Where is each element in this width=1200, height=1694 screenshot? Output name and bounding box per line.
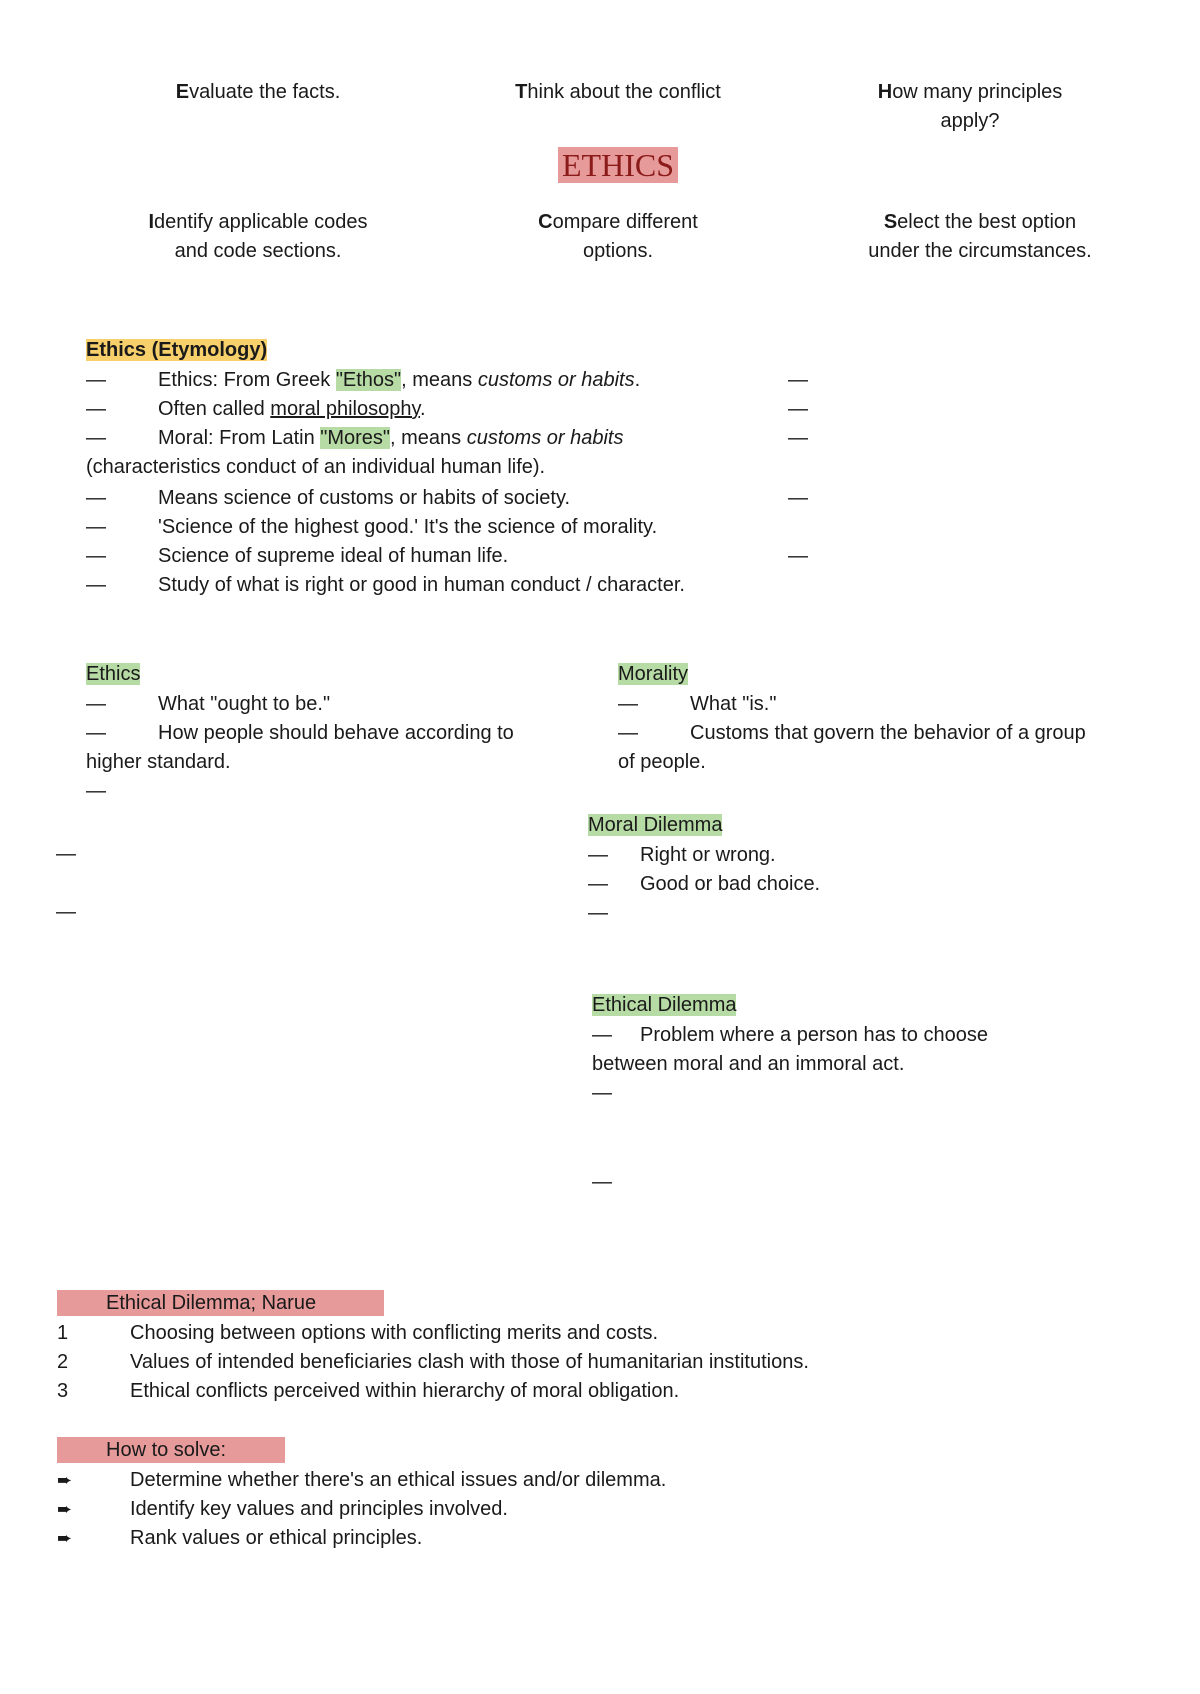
dash: — <box>86 574 106 596</box>
morality-heading: Morality <box>618 663 689 685</box>
morality-line-1: What "is." <box>690 693 777 715</box>
dash: — <box>788 427 808 449</box>
dash: — <box>86 722 106 744</box>
ethical-dilemma-line-1: Problem where a person has to choose <box>640 1024 988 1046</box>
arrow-bullet-icon: ➨ <box>57 1470 73 1490</box>
list-item: Choosing between options with conflicting merits and costs. <box>130 1322 659 1344</box>
moral-dilemma-heading: Moral Dilemma <box>588 814 723 836</box>
dash: — <box>86 487 106 509</box>
solve-heading: How to solve: <box>57 1437 285 1463</box>
etymology-line-5: 'Science of the highest good.' It's the science of morality. <box>158 516 658 538</box>
list-item: Identify key values and principles involved. <box>130 1498 508 1520</box>
dash: — <box>618 693 638 715</box>
acronym-s: Select the best option under the circumstances. <box>868 211 1092 262</box>
morality-line-2b: of people. <box>618 751 706 773</box>
nature-heading: Ethical Dilemma; Narue <box>57 1290 384 1316</box>
dash: — <box>592 1082 612 1104</box>
ethics-line-1: What "ought to be." <box>158 693 331 715</box>
dash: — <box>86 545 106 567</box>
list-item-num: 2 <box>57 1351 69 1373</box>
etymology-line-1: Ethics: From Greek "Ethos", means customs or habits. <box>158 369 641 391</box>
dash: — <box>588 844 608 866</box>
dash: — <box>788 487 808 509</box>
moral-dilemma-line-1: Right or wrong. <box>640 844 776 866</box>
morality-line-2: Customs that govern the behavior of a group <box>690 722 1086 744</box>
ethical-dilemma-heading: Ethical Dilemma <box>592 994 737 1016</box>
acronym-h: How many principles apply? <box>877 81 1063 132</box>
dash: — <box>788 545 808 567</box>
dash: — <box>592 1171 612 1193</box>
dash: — <box>788 398 808 420</box>
acronym-i: Identify applicable codes and code sections. <box>148 211 368 262</box>
page-title: ETHICS <box>468 145 768 185</box>
dash: — <box>56 843 76 865</box>
etymology-line-3: Moral: From Latin "Mores", means customs or habits <box>158 427 624 449</box>
etymology-line-2: Often called moral philosophy. <box>158 398 426 420</box>
list-item-num: 3 <box>57 1380 69 1402</box>
dash: — <box>588 902 608 924</box>
ethics-heading: Ethics <box>86 663 141 685</box>
list-item: Ethical conflicts perceived within hierarchy of moral obligation. <box>130 1380 680 1402</box>
moral-dilemma-line-2: Good or bad choice. <box>640 873 821 895</box>
arrow-bullet-icon: ➨ <box>57 1528 73 1548</box>
dash: — <box>86 693 106 715</box>
acronym-t: Think about the conflict <box>515 81 721 103</box>
ethics-line-2b: higher standard. <box>86 751 231 773</box>
list-item: Rank values or ethical principles. <box>130 1527 423 1549</box>
list-item: Values of intended beneficiaries clash with those of humanitarian institutions. <box>130 1351 809 1373</box>
list-item: Determine whether there's an ethical issues and/or dilemma. <box>130 1469 667 1491</box>
dash: — <box>588 873 608 895</box>
ethics-line-2: How people should behave according to <box>158 722 514 744</box>
etymology-heading: Ethics (Etymology) <box>86 339 268 361</box>
ethical-dilemma-line-1b: between moral and an immoral act. <box>592 1053 905 1075</box>
dash: — <box>592 1024 612 1046</box>
dash: — <box>86 369 106 391</box>
etymology-line-3b: (characteristics conduct of an individual human life). <box>86 456 546 478</box>
etymology-line-4: Means science of customs or habits of society. <box>158 487 571 509</box>
acronym-e: Evaluate the facts. <box>175 81 341 103</box>
etymology-line-7: Study of what is right or good in human conduct / character. <box>158 574 685 596</box>
arrow-bullet-icon: ➨ <box>57 1499 73 1519</box>
dash: — <box>618 722 638 744</box>
list-item-num: 1 <box>57 1322 69 1344</box>
dash: — <box>788 369 808 391</box>
dash: — <box>86 780 106 802</box>
acronym-c: Compare different options. <box>538 211 698 262</box>
dash: — <box>56 901 76 923</box>
etymology-line-6: Science of supreme ideal of human life. <box>158 545 509 567</box>
dash: — <box>86 398 106 420</box>
dash: — <box>86 516 106 538</box>
dash: — <box>86 427 106 449</box>
